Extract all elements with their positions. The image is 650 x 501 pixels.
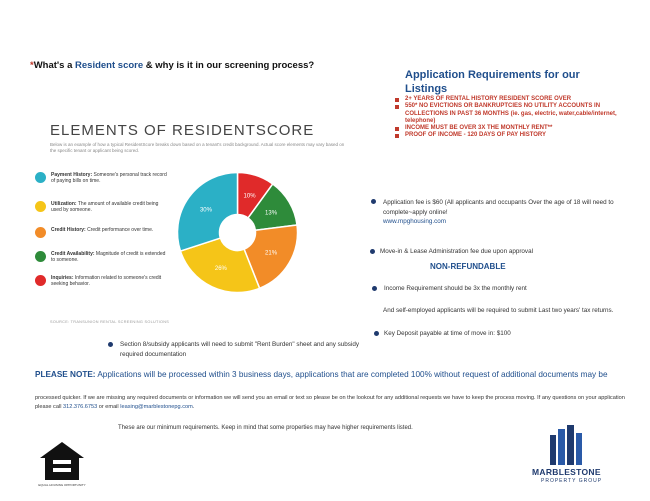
processing-note-text: processed quicker. If we are missing any required documents or information we will send you an email or text so please be on the lookout for any additional requests we have to keep the process moving. If any questions on your application please call [35,395,625,410]
email-link[interactable]: leasing@marblestonepg.com [120,403,193,410]
pie-slice-label: 21% [265,250,278,257]
legend-name: Inquiries: [51,275,74,281]
bullet-icon [108,342,113,347]
question-post: & why is it in our screening process? [143,60,315,71]
legend-desc: Someone's personal track record of paying bills on time. [51,172,167,185]
legend-payment-history [35,172,170,198]
pie-slice-label: 30% [199,207,212,214]
asterisk: * [30,60,34,71]
legend-desc: Information related to someone's credit seeking behavior. [51,275,162,288]
application-fee-text [383,198,638,227]
question-highlight: Resident score [75,60,144,71]
legend-name: Credit Availability: [51,251,95,257]
legend-credit-availability [35,251,170,271]
elements-subtitle: Below is an example of how a typical ResidentScore breaks down based on a tenant's credit background. Actual score elements may vary based on the specific tenant or applicant being scored. [50,142,345,153]
please-note [35,370,625,381]
requirements-list [395,96,635,140]
residentscore-donut-chart [175,170,300,295]
legend-desc: Magnitude of credit is extended to someone. [51,251,166,264]
fee-text: Application fee is $60 (All applicants and occupants Over the age of 18 will need to complete~apply online! [383,199,614,216]
legend-name: Payment History: [51,172,93,178]
equal-housing-icon [38,440,86,482]
pie-slice-label: 13% [265,210,278,217]
movein-fee-text: Move-in & Lease Administration fee due upon approval [380,248,533,255]
bullet-icon [371,199,376,204]
legend-swatch [35,251,46,262]
minimum-requirements-note: These are our minimum requirements. Keep in mind that some properties may have higher requirements listed. [118,425,413,431]
elements-title: ELEMENTS OF RESIDENTSCORE [50,122,315,139]
note-end: . [192,403,195,410]
legend-desc: Credit performance over time. [85,227,154,233]
bullet-icon [374,331,379,336]
bullet-icon [372,286,377,291]
please-note-label: PLEASE NOTE: [35,370,96,379]
income-requirement-text: Income Requirement should be 3x the monthly rent [384,285,527,292]
pie-slice-label: 26% [214,265,227,272]
legend-name: Utilization: [51,201,77,207]
screening-question-heading [30,60,314,71]
bullet-icon [370,249,375,254]
legend-swatch [35,201,46,212]
website-link[interactable]: www.mpghousing.com [383,218,446,225]
legend-inquiries [35,275,170,295]
company-name: MARBLESTONE [532,467,601,477]
pie-slice-label: 10% [243,193,256,200]
non-refundable-label: NON-REFUNDABLE [430,262,506,271]
chart-source: SOURCE: TRANSUNION RENTAL SCREENING SOLUTIONS [50,320,170,324]
requirement-item: PROOF OF INCOME - 120 DAYS OF PAY HISTORY [395,132,635,139]
section8-text: Section 8/subsidy applicants will need to submit "Rent Burden" sheet and any subsidy required documentation [120,341,359,358]
legend-swatch [35,275,46,286]
legend-swatch [35,227,46,238]
legend-desc: The amount of available credit being used by someone. [51,201,159,214]
processing-note [35,394,625,411]
legend-swatch [35,172,46,183]
key-deposit-text: Key Deposit payable at time of move in: $100 [384,330,511,337]
self-employed-text: And self-employed applicants will be required to submit Last two years' tax returns. [383,307,614,314]
legend-name: Credit History: [51,227,86,233]
requirement-item: INCOME MUST BE OVER 3X THE MONTHLY RENT** [395,125,635,132]
or-email-text: or email [97,403,121,410]
question-pre: What's a [33,60,76,71]
company-subtitle: PROPERTY GROUP [541,478,603,484]
requirement-item: 550* NO EVICTIONS OR BANKRUPTCIES NO UTILITY ACCOUNTS IN COLLECTIONS IN PAST 36 MONTHS (ie. gas, electric, water,cable/internet, telephone) [395,103,635,125]
please-note-text: Applications will be processed within 3 business days, applications that are completed 100% without request of additional documents may be [95,370,608,379]
equal-housing-caption: EQUAL HOUSING OPPORTUNITY [38,483,86,487]
marblestone-logo-icon [548,425,584,465]
phone-link[interactable]: 312.376.6753 [63,403,98,410]
legend-utilization [35,201,170,221]
legend-credit-history [35,227,170,247]
requirement-item: 2+ YEARS OF RENTAL HISTORY RESIDENT SCORE OVER [395,96,635,103]
requirements-title: Application Requirements for our Listings [405,69,580,95]
